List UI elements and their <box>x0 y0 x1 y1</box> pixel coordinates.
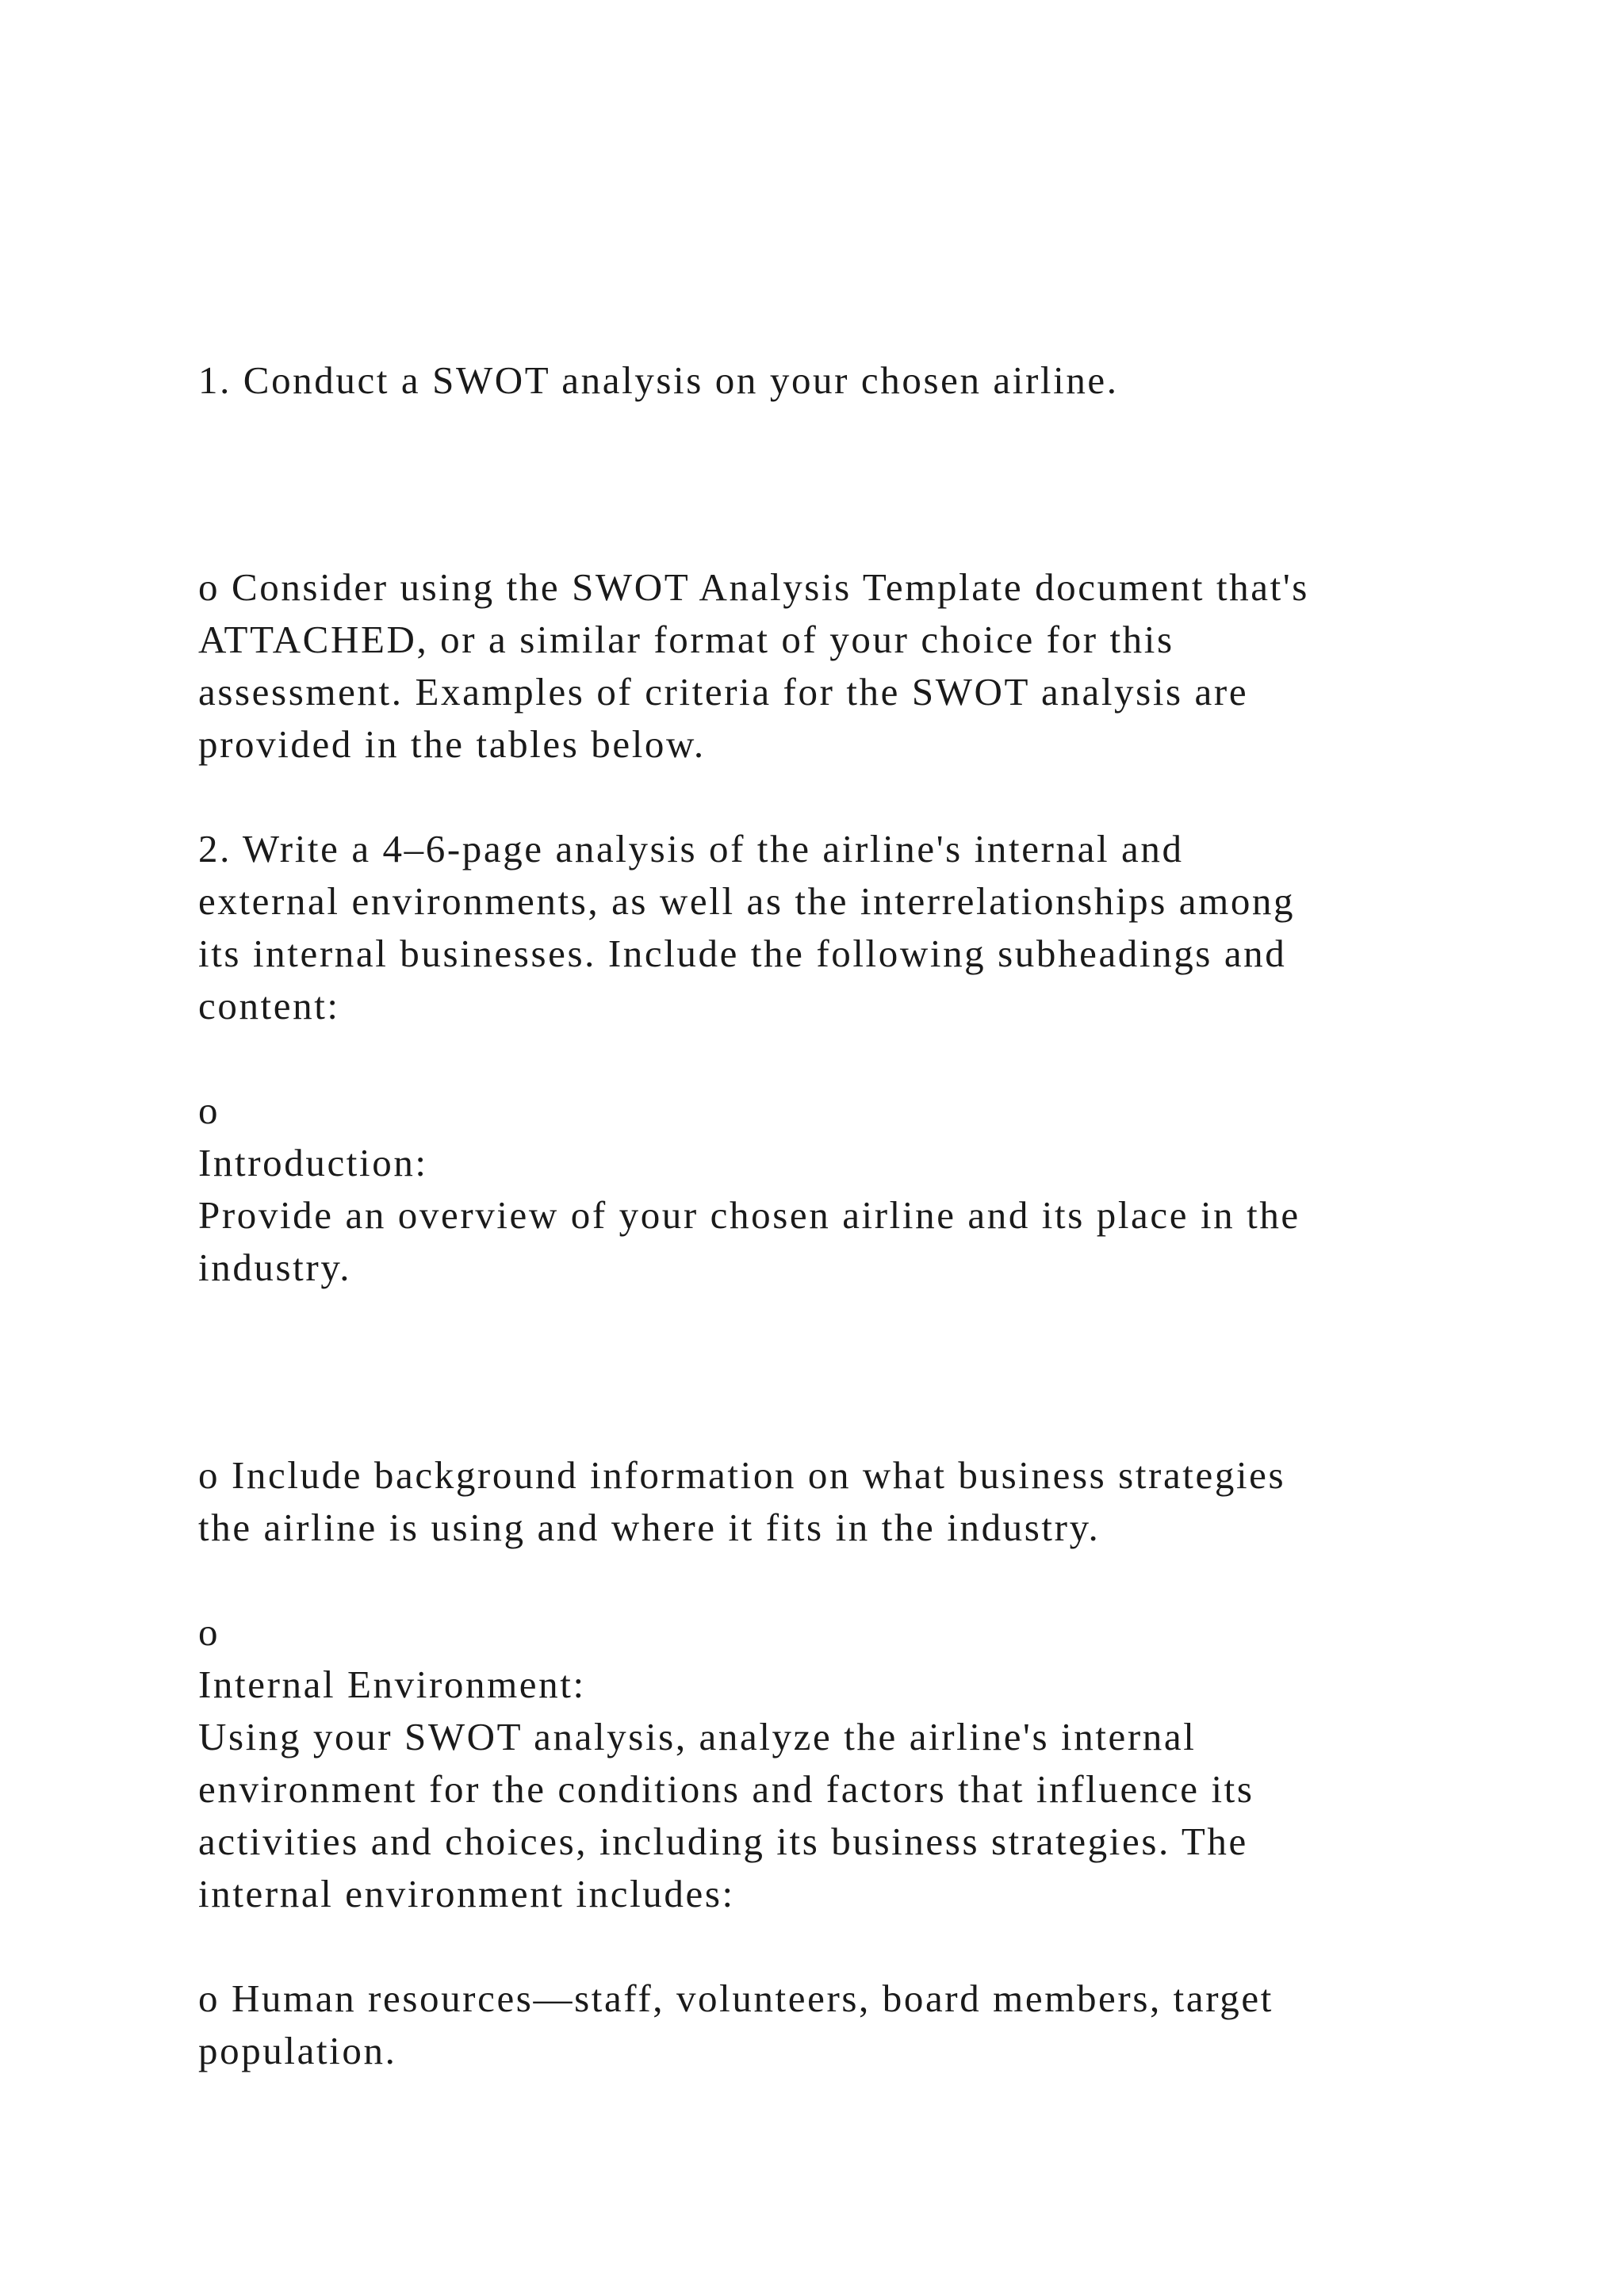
human-resources-bullet-line-1: o Human resources—staff, volunteers, board members, target <box>198 1976 1274 2020</box>
introduction-bullet: o <box>198 1089 220 1132</box>
introduction-body-line-2: industry. <box>198 1246 352 1289</box>
background-bullet-line-2: the airline is using and where it fits in the industry. <box>198 1506 1101 1549</box>
internal-environment-body-line-3: activities and choices, including its business strategies. The <box>198 1820 1248 1863</box>
item-1-text: 1. Conduct a SWOT analysis on your chosen airline. <box>198 358 1119 402</box>
item-2-line-4: content: <box>198 984 340 1027</box>
human-resources-bullet-line-2: population. <box>198 2029 397 2072</box>
internal-environment-heading: Internal Environment: <box>198 1663 586 1706</box>
item-2-line-1: 2. Write a 4–6-page analysis of the airline's internal and <box>198 827 1184 871</box>
template-bullet-line-3: assessment. Examples of criteria for the SWOT analysis are <box>198 670 1249 714</box>
template-bullet-line-4: provided in the tables below. <box>198 722 706 766</box>
introduction-heading: Introduction: <box>198 1141 428 1184</box>
template-bullet-line-2: ATTACHED, or a similar format of your choice for this <box>198 618 1174 661</box>
item-2-line-3: its internal businesses. Include the following subheadings and <box>198 932 1287 975</box>
template-bullet-line-1: o Consider using the SWOT Analysis Template document that's <box>198 565 1309 609</box>
background-bullet-line-1: o Include background information on what business strategies <box>198 1453 1286 1497</box>
item-2-line-2: external environments, as well as the interrelationships among <box>198 879 1296 923</box>
introduction-body-line-1: Provide an overview of your chosen airline and its place in the <box>198 1193 1300 1237</box>
internal-environment-body-line-2: environment for the conditions and factors that influence its <box>198 1767 1254 1811</box>
internal-environment-bullet: o <box>198 1610 220 1654</box>
internal-environment-body-line-4: internal environment includes: <box>198 1872 735 1915</box>
internal-environment-body-line-1: Using your SWOT analysis, analyze the airline's internal <box>198 1715 1197 1758</box>
